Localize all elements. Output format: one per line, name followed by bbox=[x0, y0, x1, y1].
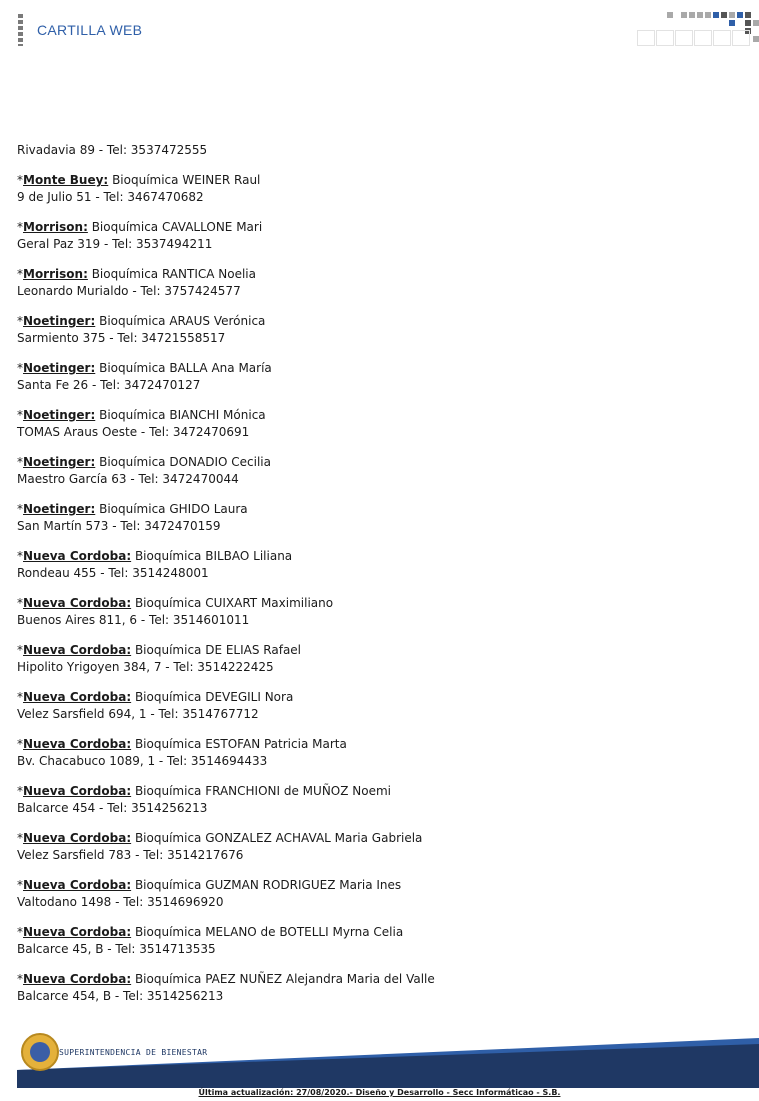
provider-line: *Noetinger: Bioquímica BALLA Ana María bbox=[17, 361, 272, 375]
provider-line: *Morrison: Bioquímica RANTICA Noelia bbox=[17, 267, 256, 281]
decor-square bbox=[753, 36, 759, 42]
decor-square bbox=[737, 12, 743, 18]
town-link[interactable]: Noetinger: bbox=[23, 361, 96, 375]
provider-name: Bioquímica FRANCHIONI de MUÑOZ Noemi bbox=[134, 784, 391, 798]
decor-box bbox=[713, 30, 731, 46]
institution-name: SUPERINTENDENCIA DE BIENESTAR bbox=[59, 1048, 208, 1057]
decor-square bbox=[681, 12, 687, 18]
decor-square bbox=[667, 12, 673, 18]
provider-line: *Nueva Cordoba: Bioquímica DE ELIAS Rafael bbox=[17, 643, 302, 657]
provider-line: *Nueva Cordoba: Bioquímica ESTOFAN Patricia Marta bbox=[17, 737, 347, 751]
provider-name: Bioquímica BALLA Ana María bbox=[99, 361, 272, 375]
list-item bbox=[17, 360, 737, 394]
list-item bbox=[17, 548, 737, 582]
provider-name: Bioquímica PAEZ NUÑEZ Alejandra Maria del Valle bbox=[134, 972, 435, 986]
list-item bbox=[17, 219, 737, 253]
provider-line: *Nueva Cordoba: Bioquímica FRANCHIONI de MUÑOZ Noemi bbox=[17, 784, 391, 798]
provider-line: *Nueva Cordoba: Bioquímica DEVEGILI Nora bbox=[17, 690, 294, 704]
list-item bbox=[17, 924, 737, 958]
provider-name: Bioquímica DONADIO Cecilia bbox=[99, 455, 271, 469]
address-line: Valtodano 1498 - Tel: 3514696920 bbox=[17, 895, 224, 909]
address-line: Hipolito Yrigoyen 384, 7 - Tel: 3514222425 bbox=[17, 660, 274, 674]
list-item bbox=[17, 830, 737, 864]
decor-square bbox=[729, 12, 735, 18]
list-item bbox=[17, 595, 737, 629]
address-line: Balcarce 45, B - Tel: 3514713535 bbox=[17, 942, 216, 956]
provider-line: *Noetinger: Bioquímica DONADIO Cecilia bbox=[17, 455, 271, 469]
decor-box bbox=[732, 30, 750, 46]
header-decoration bbox=[637, 12, 759, 48]
provider-line: *Nueva Cordoba: Bioquímica CUIXART Maximiliano bbox=[17, 596, 334, 610]
town-link[interactable]: Nueva Cordoba: bbox=[23, 878, 132, 892]
provider-line: *Noetinger: Bioquímica BIANCHI Mónica bbox=[17, 408, 266, 422]
decor-square bbox=[713, 12, 719, 18]
provider-line: *Noetinger: Bioquímica ARAUS Verónica bbox=[17, 314, 266, 328]
provider-name: Bioquímica GHIDO Laura bbox=[99, 502, 248, 516]
town-link[interactable]: Nueva Cordoba: bbox=[23, 784, 132, 798]
provider-line: *Nueva Cordoba: Bioquímica MELANO de BOTELLI Myrna Celia bbox=[17, 925, 404, 939]
footer bbox=[17, 1030, 759, 1088]
list-item bbox=[17, 454, 737, 488]
seal-logo bbox=[21, 1033, 59, 1071]
town-link[interactable]: Noetinger: bbox=[23, 455, 96, 469]
list-item bbox=[17, 501, 737, 535]
provider-line: *Morrison: Bioquímica CAVALLONE Mari bbox=[17, 220, 263, 234]
provider-line: *Monte Buey: Bioquímica WEINER Raul bbox=[17, 173, 261, 187]
address-line: Rondeau 455 - Tel: 3514248001 bbox=[17, 566, 209, 580]
decor-square bbox=[697, 12, 703, 18]
directory-listing bbox=[17, 142, 737, 1018]
header-accent-bar bbox=[18, 14, 23, 46]
decor-square bbox=[745, 12, 751, 18]
town-link[interactable]: Nueva Cordoba: bbox=[23, 737, 132, 751]
address-line: Geral Paz 319 - Tel: 3537494211 bbox=[17, 237, 213, 251]
town-link[interactable]: Nueva Cordoba: bbox=[23, 596, 132, 610]
provider-line: *Noetinger: Bioquímica GHIDO Laura bbox=[17, 502, 248, 516]
list-item bbox=[17, 971, 737, 1005]
list-item bbox=[17, 313, 737, 347]
decor-square bbox=[745, 20, 751, 26]
address-line: Bv. Chacabuco 1089, 1 - Tel: 3514694433 bbox=[17, 754, 268, 768]
town-link[interactable]: Nueva Cordoba: bbox=[23, 690, 132, 704]
provider-name: Bioquímica WEINER Raul bbox=[112, 173, 261, 187]
provider-name: Bioquímica RANTICA Noelia bbox=[91, 267, 256, 281]
list-item bbox=[17, 142, 737, 159]
address-line: TOMAS Araus Oeste - Tel: 3472470691 bbox=[17, 425, 250, 439]
provider-name: Bioquímica ARAUS Verónica bbox=[99, 314, 266, 328]
decor-box bbox=[694, 30, 712, 46]
address-line: San Martín 573 - Tel: 3472470159 bbox=[17, 519, 221, 533]
address-line: Balcarce 454 - Tel: 3514256213 bbox=[17, 801, 208, 815]
provider-line: *Nueva Cordoba: Bioquímica BILBAO Liliana bbox=[17, 549, 293, 563]
provider-name: Bioquímica ESTOFAN Patricia Marta bbox=[134, 737, 347, 751]
last-update-note: Última actualización: 27/08/2020.- Diseño y Desarrollo - Secc Informáticao - S.B. bbox=[198, 1088, 561, 1097]
provider-name: Bioquímica GONZALEZ ACHAVAL Maria Gabriela bbox=[134, 831, 423, 845]
town-link[interactable]: Nueva Cordoba: bbox=[23, 925, 132, 939]
entries-list bbox=[17, 172, 737, 1005]
address-line: Maestro García 63 - Tel: 3472470044 bbox=[17, 472, 239, 486]
town-link[interactable]: Nueva Cordoba: bbox=[23, 972, 132, 986]
provider-name: Bioquímica CAVALLONE Mari bbox=[91, 220, 263, 234]
address-line: Balcarce 454, B - Tel: 3514256213 bbox=[17, 989, 224, 1003]
town-link[interactable]: Nueva Cordoba: bbox=[23, 643, 132, 657]
decor-square bbox=[753, 20, 759, 26]
provider-name: Bioquímica CUIXART Maximiliano bbox=[134, 596, 334, 610]
town-link[interactable]: Monte Buey: bbox=[23, 173, 109, 187]
provider-name: Bioquímica DE ELIAS Rafael bbox=[134, 643, 302, 657]
town-link[interactable]: Noetinger: bbox=[23, 314, 96, 328]
town-link[interactable]: Morrison: bbox=[23, 220, 88, 234]
address-line: Velez Sarsfield 783 - Tel: 3514217676 bbox=[17, 848, 244, 862]
provider-name: Bioquímica GUZMAN RODRIGUEZ Maria Ines bbox=[134, 878, 402, 892]
town-link[interactable]: Noetinger: bbox=[23, 408, 96, 422]
address-line: Buenos Aires 811, 6 - Tel: 3514601011 bbox=[17, 613, 250, 627]
provider-line: *Nueva Cordoba: Bioquímica GONZALEZ ACHAVAL Maria Gabriela bbox=[17, 831, 423, 845]
provider-name: Bioquímica DEVEGILI Nora bbox=[134, 690, 294, 704]
list-item bbox=[17, 783, 737, 817]
decor-square bbox=[721, 12, 727, 18]
provider-name: Bioquímica MELANO de BOTELLI Myrna Celia bbox=[134, 925, 404, 939]
address-line: Leonardo Murialdo - Tel: 3757424577 bbox=[17, 284, 241, 298]
header-title: CARTILLA WEB bbox=[37, 22, 143, 38]
list-item bbox=[17, 877, 737, 911]
list-item bbox=[17, 642, 737, 676]
provider-name: Bioquímica BIANCHI Mónica bbox=[99, 408, 266, 422]
list-item bbox=[17, 736, 737, 770]
address-line: Sarmiento 375 - Tel: 34721558517 bbox=[17, 331, 226, 345]
town-link[interactable]: Morrison: bbox=[23, 267, 88, 281]
provider-line: *Nueva Cordoba: Bioquímica PAEZ NUÑEZ Alejandra Maria del Valle bbox=[17, 972, 435, 986]
footer-band bbox=[17, 1070, 759, 1088]
town-link[interactable]: Nueva Cordoba: bbox=[23, 831, 132, 845]
address-line: Velez Sarsfield 694, 1 - Tel: 3514767712 bbox=[17, 707, 259, 721]
town-link[interactable]: Noetinger: bbox=[23, 502, 96, 516]
provider-name: Bioquímica BILBAO Liliana bbox=[134, 549, 293, 563]
town-link[interactable]: Nueva Cordoba: bbox=[23, 549, 132, 563]
decor-square bbox=[729, 20, 735, 26]
decor-square bbox=[705, 12, 711, 18]
provider-line: *Nueva Cordoba: Bioquímica GUZMAN RODRIGUEZ Maria Ines bbox=[17, 878, 402, 892]
list-item bbox=[17, 266, 737, 300]
address-line: Santa Fe 26 - Tel: 3472470127 bbox=[17, 378, 201, 392]
list-item bbox=[17, 689, 737, 723]
decor-box bbox=[675, 30, 693, 46]
decor-square bbox=[689, 12, 695, 18]
list-item bbox=[17, 172, 737, 206]
address-line: Rivadavia 89 - Tel: 3537472555 bbox=[17, 143, 208, 157]
list-item bbox=[17, 407, 737, 441]
decor-box bbox=[637, 30, 655, 46]
decor-box bbox=[656, 30, 674, 46]
address-line: 9 de Julio 51 - Tel: 3467470682 bbox=[17, 190, 204, 204]
